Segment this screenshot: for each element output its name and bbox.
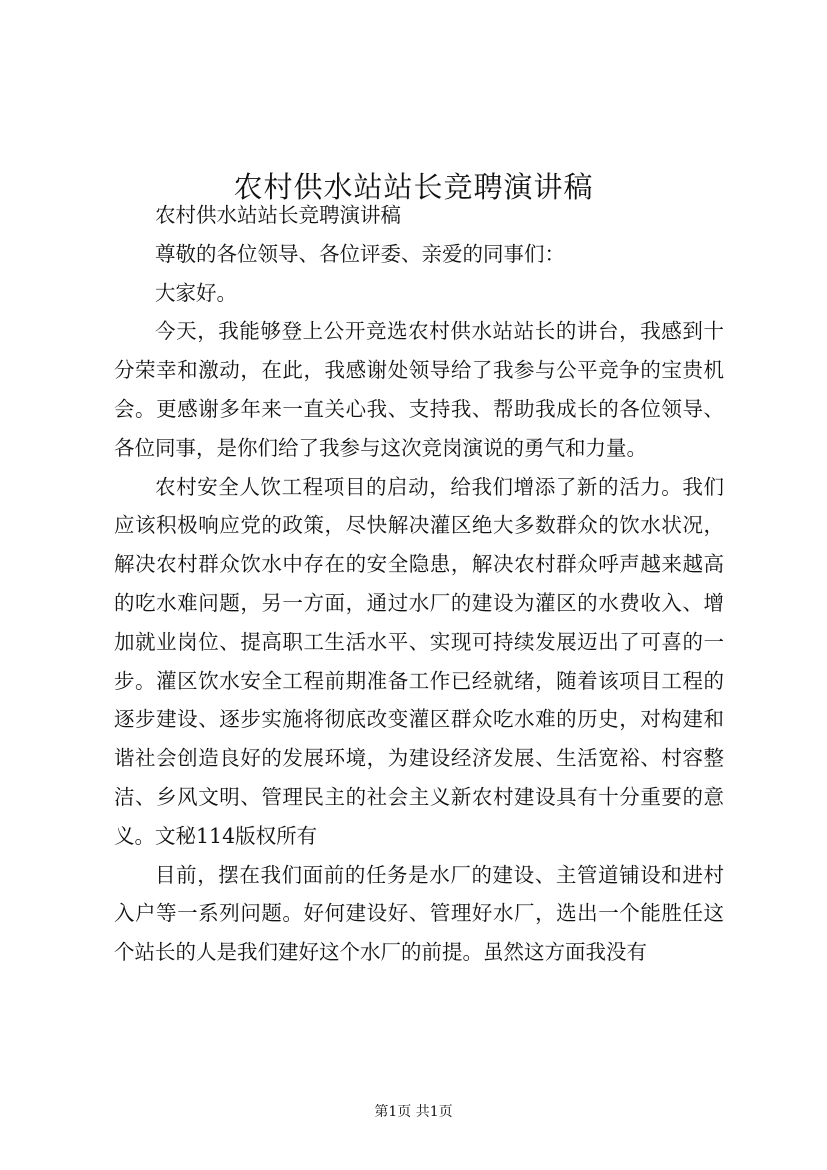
document-body <box>114 196 724 972</box>
paragraph-salutation: 尊敬的各位领导、各位评委、亲爱的同事们： <box>155 241 565 266</box>
paragraph-task: 目前，摆在我们面前的任务是水厂的建设、主管道铺设和进村入户等一系列问题。好何建设好、管理好水厂，选出一个能胜任这个站长的人是我们建好这个水厂的前提。虽然这方面我没有 <box>114 862 724 965</box>
paragraph-greeting: 大家好。 <box>155 280 237 305</box>
paragraph-project: 农村安全人饮工程项目的启动，给我们增添了新的活力。我们应该积极响应党的政策，尽快解决灌区绝大多数群众的饮水状况，解决农村群众饮水中存在的安全隐患，解决农村群众呼声越来越高的吃水难问题，另一方面，通过水厂的建设为灌区的水费收入、增加就业岗位、提高职工生活水平、实现可持续发展迈出了可喜的一步。灌区饮水安全工程前期准备工作已经就绪，随着该项目工程的逐步建设、逐步实施将彻底改变灌区群众吃水难的历史，对构建和谐社会创造良好的发展环境，为建设经济发展、生活宽裕、村容整洁、乡风文明、管理民主的社会主义新农村建设具有十分重要的意义。文秘114版权所有 <box>114 474 724 848</box>
paragraph-subtitle: 农村供水站站长竞聘演讲稿 <box>155 203 401 227</box>
page-footer: 第1页 共1页 <box>374 1104 453 1120</box>
paragraph-opening: 今天，我能够登上公开竞选农村供水站站长的讲台，我感到十分荣幸和激动，在此，我感谢处领导给了我参与公平竞争的宝贵机会。更感谢多年来一直关心我、支持我、帮助我成长的各位领导、各位同事，是你们给了我参与这次竞岗演说的勇气和力量。 <box>114 319 724 460</box>
document-title: 农村供水站站长竞聘演讲稿 <box>233 170 594 205</box>
